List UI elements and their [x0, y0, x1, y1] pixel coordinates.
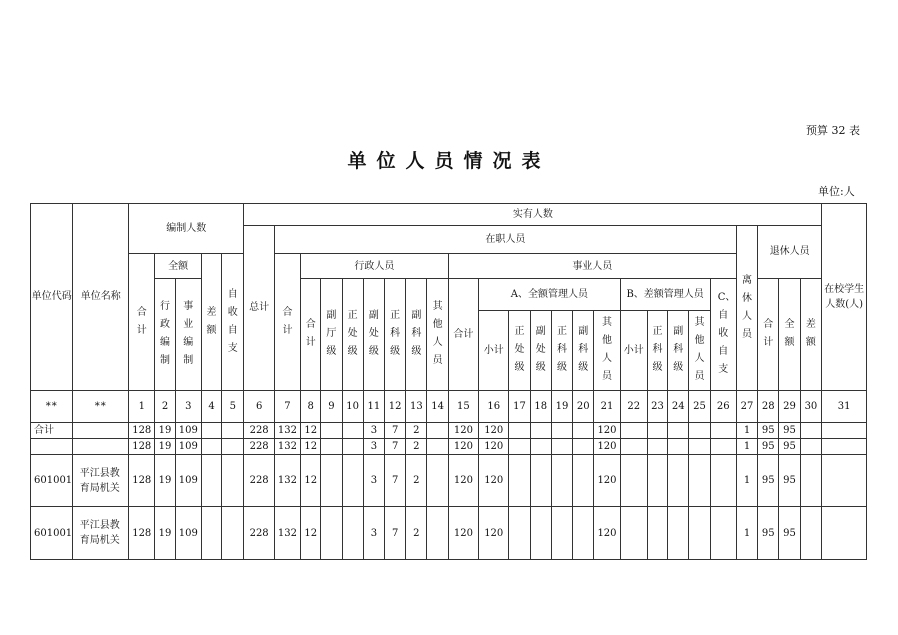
header-xz-total: 合计: [301, 278, 321, 390]
value-cell: [689, 455, 710, 507]
header-unit-name: 单位名称: [73, 204, 129, 391]
value-cell: 7: [385, 438, 406, 454]
value-cell: [573, 422, 594, 438]
value-cell: 19: [155, 507, 175, 560]
value-cell: 95: [779, 455, 800, 507]
value-cell: [530, 438, 551, 454]
header-qita: 其他人员: [427, 278, 448, 390]
value-cell: 128: [129, 507, 155, 560]
header-bianzhi: 编制人数: [129, 204, 244, 254]
value-cell: 109: [175, 507, 201, 560]
value-cell: [573, 438, 594, 454]
unit-name-text: 平江县教育局机关: [79, 467, 120, 494]
index-cell: 28: [758, 390, 779, 422]
index-cell: 29: [779, 390, 800, 422]
value-cell: 228: [244, 438, 274, 454]
value-cell: 128: [129, 422, 155, 438]
value-cell: 120: [448, 422, 478, 438]
value-cell: 1: [736, 507, 757, 560]
index-cell: 8: [301, 390, 321, 422]
value-cell: [620, 422, 647, 438]
value-cell: 132: [274, 507, 300, 560]
value-cell: [427, 438, 448, 454]
header-shiye: 事业人员: [448, 254, 736, 278]
header-b-qita: 其他人员: [689, 310, 710, 390]
value-cell: [222, 422, 244, 438]
value-cell: 1: [736, 438, 757, 454]
index-cell: **: [31, 390, 73, 422]
value-cell: 228: [244, 422, 274, 438]
unit-name-cell: [73, 438, 129, 454]
header-futing: 副厅级: [321, 278, 342, 390]
value-cell: [822, 438, 867, 454]
index-cell: 17: [509, 390, 530, 422]
value-cell: [551, 455, 572, 507]
budget-form-number: 预算 32 表: [806, 124, 860, 137]
unit-code-cell: 601001: [31, 507, 73, 560]
value-cell: 7: [385, 422, 406, 438]
index-cell: 12: [385, 390, 406, 422]
value-cell: 95: [779, 438, 800, 454]
value-cell: [530, 455, 551, 507]
value-cell: 132: [274, 438, 300, 454]
index-cell: 20: [573, 390, 594, 422]
index-cell: 6: [244, 390, 274, 422]
unit-code-cell: 合计: [31, 422, 73, 438]
value-cell: 3: [363, 507, 384, 560]
index-cell: 31: [822, 390, 867, 422]
header-b-fuke: 副科级: [668, 310, 689, 390]
header-b-sub: 小计: [620, 310, 647, 390]
value-cell: [342, 438, 363, 454]
table-row: [31, 507, 867, 560]
header-shiyou: 实有人数: [244, 204, 822, 226]
value-cell: [822, 455, 867, 507]
index-cell: 1: [129, 390, 155, 422]
index-cell: 23: [647, 390, 667, 422]
value-cell: 19: [155, 455, 175, 507]
header-shiye-bz: 事业编制: [175, 278, 201, 390]
value-cell: [800, 507, 822, 560]
value-cell: 95: [779, 507, 800, 560]
index-cell: 10: [342, 390, 363, 422]
header-sy-total: 合计: [448, 278, 478, 390]
value-cell: [573, 507, 594, 560]
value-cell: 19: [155, 422, 175, 438]
index-cell: 5: [222, 390, 244, 422]
unit-code-cell: [31, 438, 73, 454]
table-row: [31, 438, 867, 454]
value-cell: [551, 422, 572, 438]
header-xingzheng-bz: 行政编制: [155, 278, 175, 390]
value-cell: [620, 455, 647, 507]
value-cell: 109: [175, 438, 201, 454]
header-a-zhengchu: 正处级: [509, 310, 530, 390]
header-a-zhengke: 正科级: [551, 310, 572, 390]
value-cell: [342, 507, 363, 560]
value-cell: [222, 507, 244, 560]
header-tx-total: 合计: [758, 278, 779, 390]
value-cell: 120: [594, 438, 620, 454]
unit-name-cell: [73, 422, 129, 438]
index-cell: 21: [594, 390, 620, 422]
header-quan-e: 全额: [155, 254, 202, 278]
index-cell: 4: [201, 390, 221, 422]
index-cell: 27: [736, 390, 757, 422]
value-cell: [647, 455, 667, 507]
header-xingzheng: 行政人员: [301, 254, 449, 278]
value-cell: 120: [479, 455, 509, 507]
index-cell: 18: [530, 390, 551, 422]
value-cell: [509, 455, 530, 507]
value-cell: [800, 438, 822, 454]
unit-name-cell: [73, 507, 129, 560]
value-cell: [321, 507, 342, 560]
value-cell: 109: [175, 455, 201, 507]
value-cell: [201, 438, 221, 454]
value-cell: [509, 422, 530, 438]
value-cell: 2: [406, 438, 427, 454]
value-cell: [342, 422, 363, 438]
header-b-zhengke: 正科级: [647, 310, 667, 390]
value-cell: [427, 507, 448, 560]
value-cell: 120: [448, 455, 478, 507]
value-cell: 95: [758, 422, 779, 438]
value-cell: [710, 507, 736, 560]
header-a-group: A、全额管理人员: [479, 278, 621, 310]
value-cell: [342, 455, 363, 507]
value-cell: [427, 422, 448, 438]
value-cell: 95: [758, 438, 779, 454]
value-cell: [530, 422, 551, 438]
value-cell: [321, 455, 342, 507]
value-cell: [201, 422, 221, 438]
value-cell: 95: [758, 507, 779, 560]
index-cell: 26: [710, 390, 736, 422]
value-cell: [822, 422, 867, 438]
value-cell: 3: [363, 438, 384, 454]
value-cell: [573, 455, 594, 507]
index-cell: 14: [427, 390, 448, 422]
value-cell: 120: [594, 507, 620, 560]
header-fuchu: 副处级: [363, 278, 384, 390]
header-lixiu: 离休人员: [736, 226, 757, 390]
header-a-qita: 其他人员: [594, 310, 620, 390]
value-cell: [509, 507, 530, 560]
value-cell: [647, 438, 667, 454]
table-row: [31, 455, 867, 507]
value-cell: 3: [363, 455, 384, 507]
header-tx-cha: 差额: [800, 278, 822, 390]
value-cell: [321, 422, 342, 438]
value-cell: [689, 422, 710, 438]
value-cell: 7: [385, 455, 406, 507]
index-cell: 3: [175, 390, 201, 422]
unit-name-cell: [73, 455, 129, 507]
value-cell: [222, 455, 244, 507]
header-tx-quan: 全额: [779, 278, 800, 390]
index-cell: 16: [479, 390, 509, 422]
index-row: [31, 390, 867, 422]
index-cell: **: [73, 390, 129, 422]
header-b-group: B、差额管理人员: [620, 278, 710, 310]
value-cell: 1: [736, 422, 757, 438]
value-cell: [647, 507, 667, 560]
header-a-sub: 小计: [479, 310, 509, 390]
value-cell: [551, 438, 572, 454]
header-zaizhi: 在职人员: [274, 226, 736, 254]
value-cell: 228: [244, 507, 274, 560]
index-cell: 7: [274, 390, 300, 422]
value-cell: 3: [363, 422, 384, 438]
unit-code-cell: 601001: [31, 455, 73, 507]
header-zz-total: 合计: [274, 254, 300, 390]
value-cell: 1: [736, 455, 757, 507]
value-cell: [710, 422, 736, 438]
index-cell: 15: [448, 390, 478, 422]
value-cell: 120: [448, 507, 478, 560]
header-a-fuke: 副科级: [573, 310, 594, 390]
value-cell: [668, 422, 689, 438]
value-cell: 132: [274, 455, 300, 507]
header-zhengchu: 正处级: [342, 278, 363, 390]
index-cell: 19: [551, 390, 572, 422]
value-cell: 120: [479, 438, 509, 454]
index-cell: 13: [406, 390, 427, 422]
value-cell: 228: [244, 455, 274, 507]
value-cell: 120: [448, 438, 478, 454]
header-a-fuchu: 副处级: [530, 310, 551, 390]
value-cell: [321, 438, 342, 454]
value-cell: 12: [301, 455, 321, 507]
index-cell: 9: [321, 390, 342, 422]
value-cell: 120: [594, 455, 620, 507]
value-cell: [551, 507, 572, 560]
value-cell: 120: [479, 422, 509, 438]
index-cell: 30: [800, 390, 822, 422]
header-zhengke: 正科级: [385, 278, 406, 390]
value-cell: 19: [155, 438, 175, 454]
value-cell: [710, 455, 736, 507]
value-cell: 120: [594, 422, 620, 438]
staff-table: [30, 203, 867, 560]
value-cell: [427, 455, 448, 507]
value-cell: 12: [301, 422, 321, 438]
index-cell: 2: [155, 390, 175, 422]
index-cell: 22: [620, 390, 647, 422]
value-cell: 95: [758, 455, 779, 507]
index-cell: 25: [689, 390, 710, 422]
header-student-count: 在校学生人数(人): [822, 204, 867, 391]
value-cell: [689, 438, 710, 454]
value-cell: [689, 507, 710, 560]
page-title: 单位人员情况表: [347, 150, 551, 172]
value-cell: [620, 507, 647, 560]
value-cell: [201, 455, 221, 507]
value-cell: [710, 438, 736, 454]
unit-name-text: 平江县教育局机关: [79, 520, 120, 547]
header-c-group: C、自收自支: [710, 278, 736, 390]
value-cell: 95: [779, 422, 800, 438]
value-cell: 109: [175, 422, 201, 438]
index-cell: 11: [363, 390, 384, 422]
value-cell: 128: [129, 455, 155, 507]
value-cell: [620, 438, 647, 454]
header-zongji: 总计: [244, 226, 274, 390]
value-cell: [647, 422, 667, 438]
value-cell: [668, 455, 689, 507]
value-cell: [668, 507, 689, 560]
header-bz-total: 合计: [129, 254, 155, 390]
value-cell: [668, 438, 689, 454]
header-fuke: 副科级: [406, 278, 427, 390]
value-cell: [800, 455, 822, 507]
value-cell: [530, 507, 551, 560]
index-cell: 24: [668, 390, 689, 422]
value-cell: [509, 438, 530, 454]
value-cell: 132: [274, 422, 300, 438]
value-cell: 2: [406, 422, 427, 438]
table-row: [31, 422, 867, 438]
unit-label: 单位:人: [818, 185, 855, 198]
header-cha-e: 差额: [201, 254, 221, 390]
value-cell: 12: [301, 438, 321, 454]
value-cell: 12: [301, 507, 321, 560]
header-zishou: 自收自支: [222, 254, 244, 390]
value-cell: [201, 507, 221, 560]
header-tuixiu: 退休人员: [758, 226, 822, 278]
value-cell: [800, 422, 822, 438]
value-cell: 2: [406, 455, 427, 507]
value-cell: [822, 507, 867, 560]
value-cell: [222, 438, 244, 454]
value-cell: 128: [129, 438, 155, 454]
value-cell: 7: [385, 507, 406, 560]
value-cell: 2: [406, 507, 427, 560]
header-unit-code: 单位代码: [31, 204, 73, 391]
value-cell: 120: [479, 507, 509, 560]
